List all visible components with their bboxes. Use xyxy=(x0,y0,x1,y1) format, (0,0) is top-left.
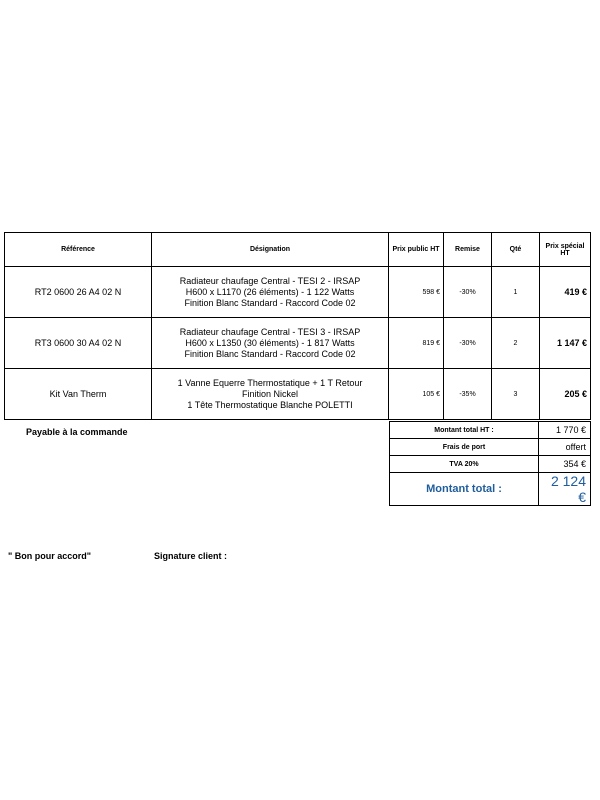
row-qty: 2 xyxy=(492,318,540,369)
payment-terms: Payable à la commande xyxy=(26,427,128,437)
row-special-price: 205 € xyxy=(540,369,591,420)
shipping-label: Frais de port xyxy=(390,439,539,456)
row-reference: Kit Van Therm xyxy=(5,369,152,420)
subtotal-label: Montant total HT : xyxy=(390,422,539,439)
vat-value: 354 € xyxy=(539,456,591,473)
table-row xyxy=(5,318,591,369)
designation-line: H600 x L1170 (26 éléments) - 1 122 Watts xyxy=(185,286,355,297)
shipping-value: offert xyxy=(539,439,591,456)
signature-label: Signature client : xyxy=(154,551,228,561)
row-public-price: 105 € xyxy=(389,369,444,420)
grand-total-value: 2 124 € xyxy=(539,473,591,506)
header-public-price: Prix public HT xyxy=(389,233,444,267)
designation-line: Finition Nickel xyxy=(241,388,299,399)
designation-line: Finition Blanc Standard - Raccord Code 02 xyxy=(184,348,356,359)
row-discount: -30% xyxy=(444,318,492,369)
table-row xyxy=(5,369,591,420)
row-special-price: 1 147 € xyxy=(540,318,591,369)
designation-line: H600 x L1350 (30 éléments) - 1 817 Watts xyxy=(185,337,355,348)
row-designation xyxy=(152,267,389,318)
subtotal-value: 1 770 € xyxy=(539,422,591,439)
row-qty: 3 xyxy=(492,369,540,420)
approval-text: " Bon pour accord" xyxy=(8,551,92,561)
row-public-price: 598 € xyxy=(389,267,444,318)
shipping-row xyxy=(390,439,591,456)
header-designation: Désignation xyxy=(152,233,389,267)
grand-total-label: Montant total : xyxy=(390,473,539,506)
quote-table xyxy=(4,232,591,420)
row-designation xyxy=(152,318,389,369)
row-reference: RT2 0600 26 A4 02 N xyxy=(5,267,152,318)
designation-line: Radiateur chaufage Central - TESI 3 - IRSAP xyxy=(179,326,361,337)
vat-label: TVA 20% xyxy=(390,456,539,473)
designation-line: 1 Tête Thermostatique Blanche POLETTI xyxy=(187,399,353,410)
designation-line: Radiateur chaufage Central - TESI 2 - IRSAP xyxy=(179,275,361,286)
row-reference: RT3 0600 30 A4 02 N xyxy=(5,318,152,369)
subtotal-row xyxy=(390,422,591,439)
row-discount: -30% xyxy=(444,267,492,318)
designation-line: 1 Vanne Equerre Thermostatique + 1 T Retour xyxy=(177,377,363,388)
row-public-price: 819 € xyxy=(389,318,444,369)
row-designation xyxy=(152,369,389,420)
header-special-price: Prix spécial HT xyxy=(540,233,591,267)
row-qty: 1 xyxy=(492,267,540,318)
header-reference: Référence xyxy=(5,233,152,267)
header-qty: Qté xyxy=(492,233,540,267)
row-discount: -35% xyxy=(444,369,492,420)
totals-table xyxy=(389,421,591,506)
grand-total-row xyxy=(390,473,591,506)
row-special-price: 419 € xyxy=(540,267,591,318)
table-header-row xyxy=(5,233,591,267)
header-discount: Remise xyxy=(444,233,492,267)
designation-line: Finition Blanc Standard - Raccord Code 02 xyxy=(184,297,356,308)
vat-row xyxy=(390,456,591,473)
table-row xyxy=(5,267,591,318)
